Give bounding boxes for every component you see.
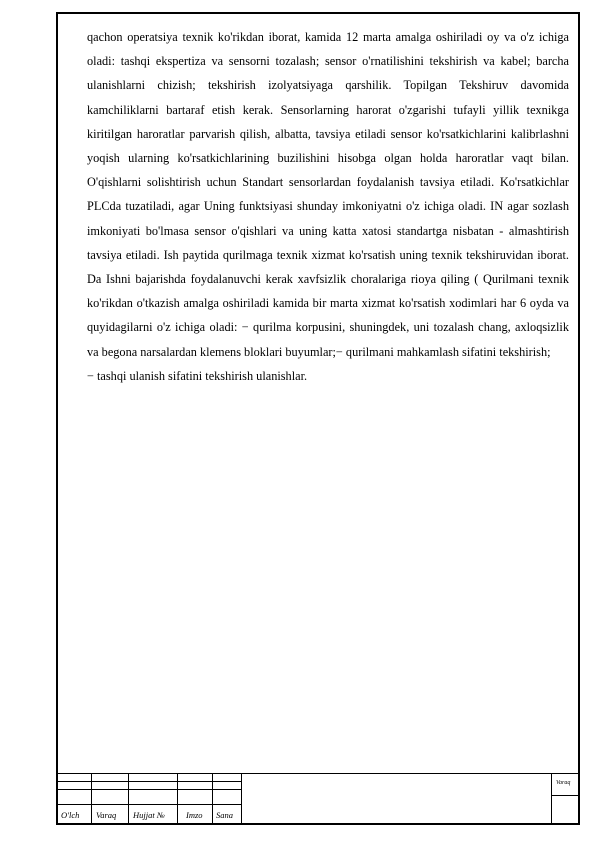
stamp-label-sheet: Varaq — [556, 780, 571, 786]
body-text — [87, 25, 569, 388]
stamp-label-imzo: Imzo — [186, 810, 203, 820]
stamp-line — [212, 773, 213, 825]
paragraph-1: qachon operatsiya texnik ko'rikdan iborat, kamida 12 marta amalga oshiriladi oy va o'z ichiga oladi: tashqi ekspertiza va sensorni tozalash; sensor o'rnatilishini tekshirish va kabel; barcha ulanishlarni chizish; tekshirish izolyatsiyaga qarshilik. Topilgan Tekshiruv davomida kamchiliklarni bartaraf etish kerak. Sensorlarning harorat o'zgarishi tufayli yillik texnikga kiritilgan haroratlar parvarish qilish, albatta, tavsiya etiladi sensor ko'rsatkichlarini kalibrlashni yoqish ularning ko'rsatkichlarining buzilishini hisobga olgan holda haroratlar vaqt bilan. O'qishlarni solishtirish uchun Standart sensorlardan foydalanish tavsiya etiladi. Ko'rsatkichlar PLCda tuzatiladi, agar Uning funktsiyasi shunday imkoniyatni o'z ichiga oladi. IN agar sozlash imkoniyati bo'lmasa sensor o'qishlari va uning katta xatosi standartga nisbatan - almashtirish tavsiya etiladi. Ish paytida qurilmaga texnik xizmat ko'rsatish uning texnik tekshiruvidan iborat. Da Ishni bajarishda foydalanuvchi kerak xavfsizlik choralariga rioya qiling ( Qurilmani texnik ko'rikdan o'tkazish amalga oshiriladi kamida bir marta xizmat ko'rsatish xodimlari har 6 oyda va quyidagilarni o'z ichiga oladi: − qurilma korpusini, shuningdek, uni tozalash chang, axloqsizlik va begona narsalardan klemens bloklari buyumlar;− qurilmani mahkamlash sifatini tekshirish; — [87, 30, 569, 359]
stamp-line — [56, 789, 241, 790]
stamp-line — [56, 804, 241, 805]
stamp-label-hujjat: Hujjat № — [133, 810, 165, 820]
stamp-label-olch: O'lch — [61, 810, 80, 820]
stamp-line — [56, 781, 241, 782]
stamp-line — [551, 773, 552, 825]
stamp-line — [91, 773, 92, 825]
stamp-line — [241, 773, 242, 825]
stamp-line — [551, 795, 580, 796]
stamp-line — [177, 773, 178, 825]
stamp-label-sana: Sana — [216, 810, 233, 820]
stamp-label-varaq: Varaq — [96, 810, 117, 820]
title-block — [56, 773, 580, 825]
stamp-line — [56, 773, 580, 774]
stamp-line — [128, 773, 129, 825]
paragraph-2: − tashqi ulanish sifatini tekshirish ulanishlar. — [87, 368, 308, 383]
